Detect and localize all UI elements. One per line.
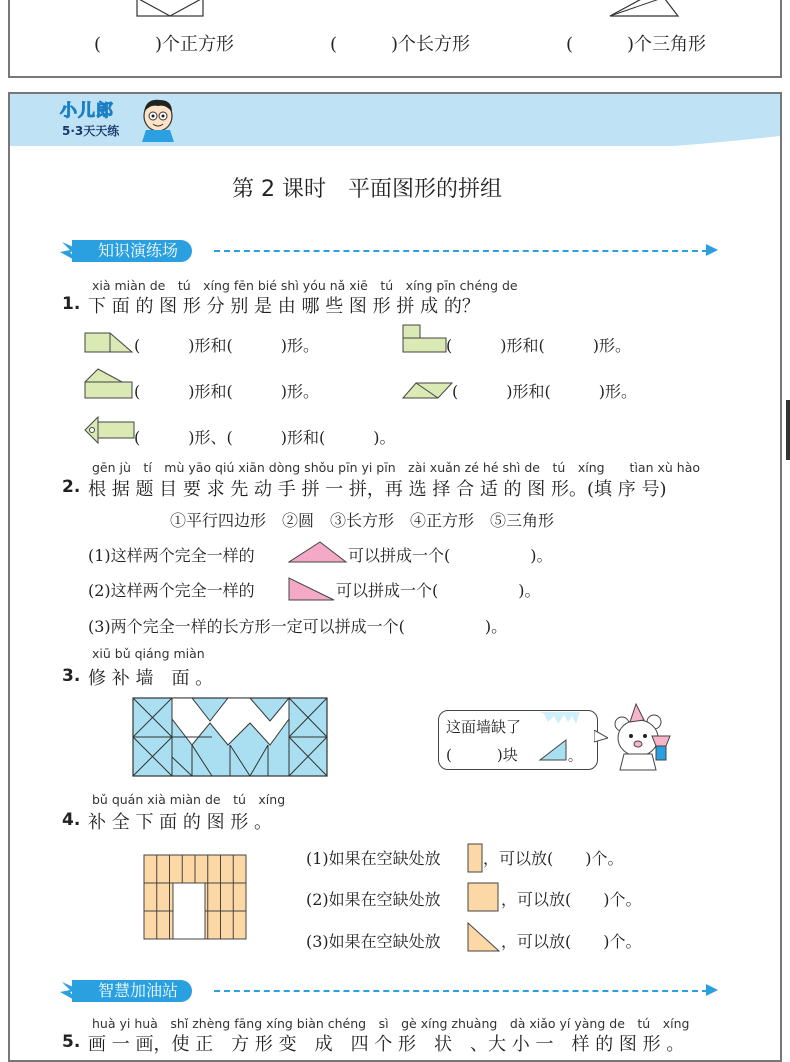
q2-item-2-answer: 可以拼成一个( )。 xyxy=(336,581,541,600)
q2-item-1-text: (1)这样两个完全一样的 xyxy=(88,546,255,565)
lesson-title: 第 2 课时 平面图形的拼组 xyxy=(232,177,502,202)
q3-missing-triangle-piece xyxy=(538,738,568,762)
q2-pink-isosceles-triangle xyxy=(288,540,348,564)
lesson-page-box xyxy=(8,92,782,1062)
q1-answer-2: ( )形和( )形。 xyxy=(446,336,631,355)
q4-number: 4. xyxy=(62,810,81,830)
q2-pinyin: gēn jù tí mù yāo qiú xiān dòng shǒu pīn yi pīn zài xuǎn zé hé shì de tú xíng tìan xù hào xyxy=(92,460,701,475)
q1-shape-parallelogram xyxy=(402,382,454,400)
cutoff-triangle-figure xyxy=(608,0,680,20)
arrow-right-icon xyxy=(706,244,718,256)
q3-text: 修 补 墙 面 。 xyxy=(88,668,214,689)
q2-options: ①平行四边形 ②圆 ③长方形 ④正方形 ⑤三角形 xyxy=(170,511,555,530)
q2-item-3-text: (3)两个完全一样的长方形一定可以拼成一个( )。 xyxy=(88,617,508,636)
q3-wall-figure xyxy=(132,697,328,777)
q2-pink-right-triangle xyxy=(288,576,336,602)
q1-answer-1: ( )形和( )形。 xyxy=(134,336,319,355)
q4-item-2-text: (2)如果在空缺处放 xyxy=(306,890,441,909)
answer-square-count: ( )个正方形 xyxy=(94,34,235,55)
q2-item-2-text: (2)这样两个完全一样的 xyxy=(88,581,255,600)
q4-item-2-answer: ，可以放( )个。 xyxy=(501,890,642,909)
q4-item-1-text: (1)如果在空缺处放 xyxy=(306,849,441,868)
q4-grid-figure xyxy=(143,854,247,940)
q4-piece-triangle xyxy=(467,922,501,952)
arrow-right-icon xyxy=(706,984,718,996)
q3-pinyin: xiū bǔ qiáng miàn xyxy=(92,646,205,661)
q5-pinyin: huà yi huà shǐ zhèng fāng xíng biàn chéng sì gè xíng zhuàng dà xiǎo yí yàng de tú xíng xyxy=(92,1016,690,1031)
header-band xyxy=(10,94,780,146)
q4-piece-square xyxy=(467,882,501,912)
q1-pinyin: xià miàn de tú xíng fēn bié shì yóu nǎ xiē tú xíng pīn chéng de xyxy=(92,278,518,293)
q2-text: 根 据 题 目 要 求 先 动 手 拼 一 拼，再 选 择 合 适 的 图 形。(填 序 号) xyxy=(88,479,667,500)
q1-text: 下 面 的 图 形 分 别 是 由 哪 些 图 形 拼 成 的？ xyxy=(88,296,480,317)
q3-number: 3. xyxy=(62,666,81,686)
q1-shape-trapezoid-a xyxy=(84,332,134,354)
section-divider xyxy=(214,990,708,992)
answer-rectangle-count: ( )个长方形 xyxy=(330,34,471,55)
q4-item-3-text: (3)如果在空缺处放 xyxy=(306,932,441,951)
q4-item-3-answer: ，可以放( )个。 xyxy=(501,932,642,951)
icicle-decoration xyxy=(540,712,580,726)
brand-logo: 小儿郎 xyxy=(60,101,114,121)
q1-shape-l-shape xyxy=(402,324,448,354)
section-banner-wisdom: 智慧加油站 xyxy=(72,980,192,1002)
page-edge-marker xyxy=(786,400,790,460)
q1-answer-5: ( )形、( )形和( )。 xyxy=(134,428,396,447)
q2-item-1-answer: 可以拼成一个( )。 xyxy=(348,546,553,565)
q2-number: 2. xyxy=(62,477,81,497)
q1-answer-3: ( )形和( )形。 xyxy=(134,382,319,401)
q3-bubble-line1: 这面墙缺了 xyxy=(446,718,522,736)
q4-piece-thin-rectangle xyxy=(467,843,483,873)
q3-bubble-line2: ( )块 xyxy=(446,746,518,764)
q1-answer-4: ( )形和( )形。 xyxy=(452,382,637,401)
q5-text: 画 一 画，使 正 方 形 变 成 四 个 形 状 、大 小 一 样 的 图 形 。 xyxy=(88,1034,685,1055)
q1-shape-house xyxy=(84,368,134,400)
q3-bubble-period: 。 xyxy=(568,749,582,765)
q5-number: 5. xyxy=(62,1032,81,1052)
bear-mascot-icon xyxy=(606,700,672,774)
section-divider xyxy=(214,250,708,252)
cutoff-square-figure xyxy=(136,0,206,18)
q4-pinyin: bǔ quán xià miàn de tú xíng xyxy=(92,792,286,807)
answer-triangle-count: ( )个三角形 xyxy=(566,34,707,55)
boy-mascot-icon xyxy=(138,96,178,142)
series-name: 5·3天天练 xyxy=(62,124,120,138)
q1-shape-arrow xyxy=(84,416,136,444)
q4-text: 补 全 下 面 的 图 形 。 xyxy=(88,812,273,833)
section-banner-knowledge: 知识演练场 xyxy=(72,240,192,262)
q1-number: 1. xyxy=(62,294,81,314)
q4-item-1-answer: ，可以放( )个。 xyxy=(483,849,624,868)
